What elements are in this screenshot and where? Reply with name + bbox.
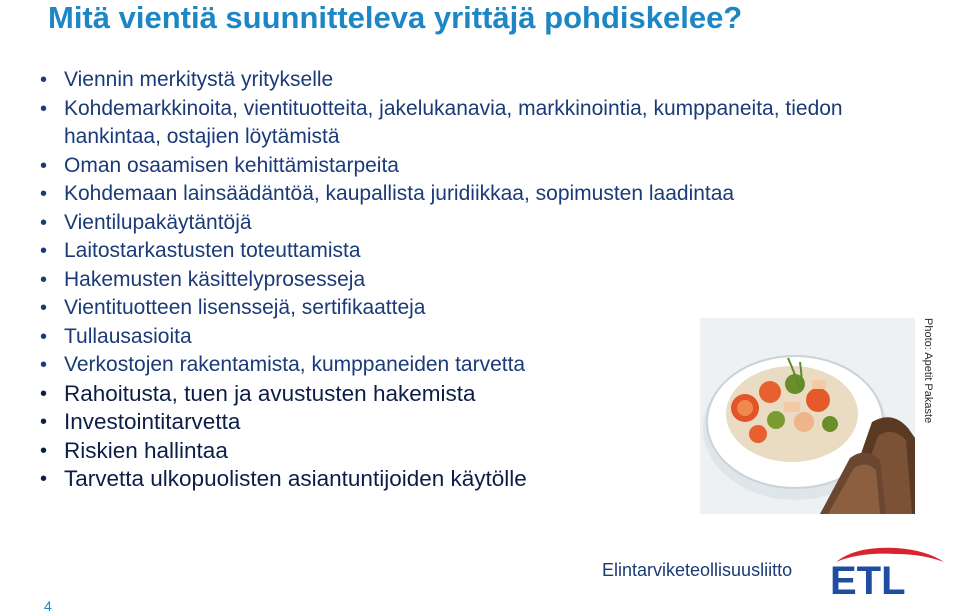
bullet-item: • Tullausasioita xyxy=(40,323,850,352)
bullet-item: • Kohdemarkkinoita, vientituotteita, jakelukanavia, markkinointia, kumppaneita, tiedon hankintaa, ostajien löytämistä xyxy=(40,95,850,152)
bullet-item: • Kohdemaan lainsäädäntöä, kaupallista juridiikkaa, sopimusten laadintaa xyxy=(40,180,850,209)
bullet-item: • Tarvetta ulkopuolisten asiantuntijoiden käytölle xyxy=(40,465,850,494)
bullet-item: • Laitostarkastusten toteuttamista xyxy=(40,237,850,266)
bullet-item: • Riskien hallintaa xyxy=(40,437,850,466)
etl-logo-icon xyxy=(826,540,950,606)
photo-credit: Photo: Apetit Pakaste xyxy=(922,318,934,424)
bullet-item: • Hakemusten käsittelyprosesseja xyxy=(40,266,850,295)
bullet-item: • Oman osaamisen kehittämistarpeita xyxy=(40,152,850,181)
etl-logo xyxy=(826,540,950,606)
logo-text: ETL xyxy=(830,559,906,603)
soup-photo xyxy=(700,318,915,514)
bullet-item: • Rahoitusta, tuen ja avustusten hakemista xyxy=(40,380,850,409)
page-number: 4 xyxy=(44,598,52,614)
organization-name: Elintarviketeollisuusliitto xyxy=(602,560,793,580)
bullet-item: • Vientituotteen lisenssejä, sertifikaatteja xyxy=(40,294,850,323)
bullet-item: • Vientilupakäytäntöjä xyxy=(40,209,850,238)
bullet-item: • Investointitarvetta xyxy=(40,408,850,437)
bullet-item: • Viennin merkitystä yritykselle xyxy=(40,66,850,95)
page-title: Mitä vientiä suunnitteleva yrittäjä pohdiskelee? xyxy=(48,0,743,35)
bullet-item: • Verkostojen rakentamista, kumppaneiden tarvetta xyxy=(40,351,850,380)
soup-illustration xyxy=(700,318,915,514)
